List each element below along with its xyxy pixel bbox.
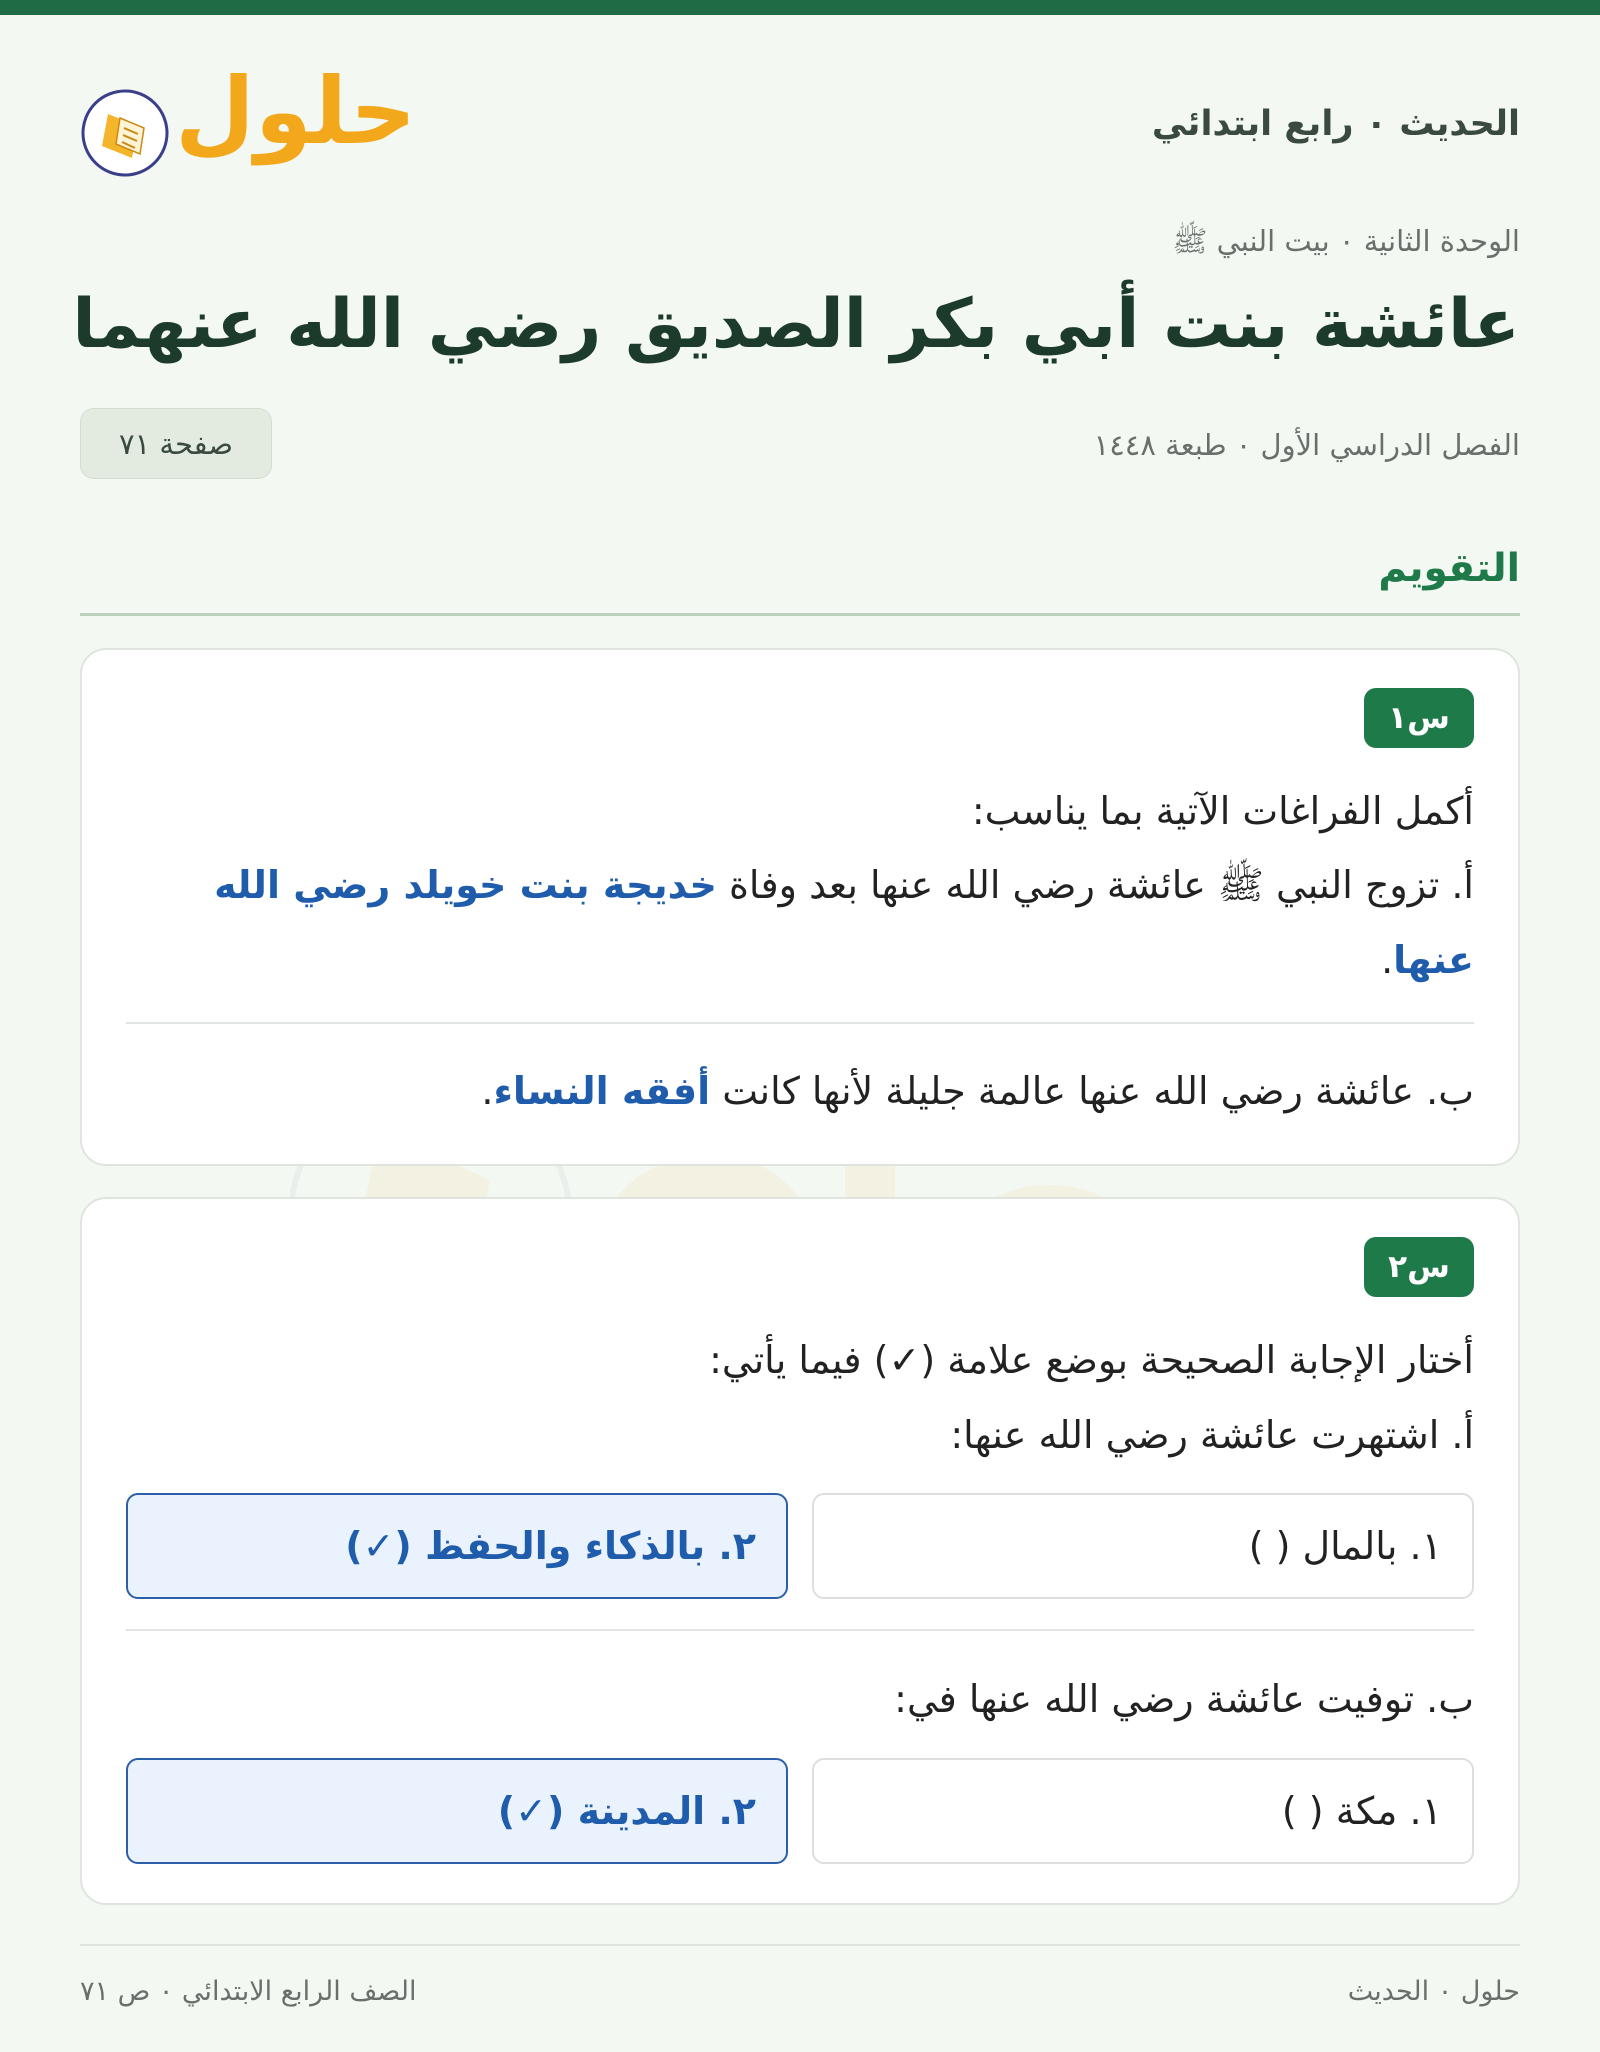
logo-wordmark: حلول [175,58,417,165]
footer-brand: حلول ٠ الحديث [1347,1976,1520,2007]
footer-page-info: الصف الرابع الابتدائي ٠ ص ٧١ [80,1976,417,2007]
book-icon [80,88,170,178]
top-accent-bar [0,0,1600,15]
lesson-title: عائشة بنت أبي بكر الصديق رضي الله عنهما [72,285,1520,364]
question-prompt: أختار الإجابة الصحيحة بوضع علامة (✓) فيما يأتي: [709,1338,1474,1382]
fill-blank-b-text: ب. عائشة رضي الله عنها عالمة جليلة لأنها كانت [710,1069,1474,1113]
page-number-badge: صفحة ٧١ [80,408,272,479]
question-card-2 [80,1197,1520,1905]
mcq-b-option-1[interactable]: ١. مكة ( ) [812,1758,1474,1864]
hulul-logo[interactable] [80,58,417,202]
question-badge: س٢ [1364,1237,1474,1297]
fill-blank-a-end: . [1381,938,1394,982]
subject-label: الحديث ٠ رابع ابتدائي [1151,104,1520,144]
fill-blank-a-answer: خديجة بنت خويلد رضي الله عنها [214,863,1474,982]
fill-blank-b-end: . [481,1069,494,1113]
section-title: التقويم [1378,546,1520,591]
fill-blank-a [126,848,1474,998]
mcq-a-question: أ. اشتهرت عائشة رضي الله عنها: [950,1413,1474,1457]
mcq-b-option-2[interactable]: ٢. المدينة (✓) [126,1758,788,1864]
mcq-a-option-1[interactable]: ١. بالمال ( ) [812,1493,1474,1599]
item-divider [126,1629,1474,1631]
unit-breadcrumb: الوحدة الثانية ٠ بيت النبي ﷺ [1172,224,1520,258]
mcq-a-option-2[interactable]: ٢. بالذكاء والحفظ (✓) [126,1493,788,1599]
section-divider [80,613,1520,616]
page-header [80,58,1520,202]
semester-info: الفصل الدراسي الأول ٠ طبعة ١٤٤٨ [1093,428,1520,462]
question-badge: س١ [1364,688,1474,748]
question-card-1 [80,648,1520,1166]
footer-divider [80,1944,1520,1946]
fill-blank-a-text: أ. تزوج النبي ﷺ عائشة رضي الله عنها بعد وفاة [716,863,1474,907]
fill-blank-b [126,1054,1474,1129]
mcq-b-question: ب. توفيت عائشة رضي الله عنها في: [894,1677,1474,1721]
question-prompt: أكمل الفراغات الآتية بما يناسب: [971,789,1474,833]
fill-blank-b-answer: أفقه النساء [493,1069,711,1113]
item-divider [126,1022,1474,1024]
